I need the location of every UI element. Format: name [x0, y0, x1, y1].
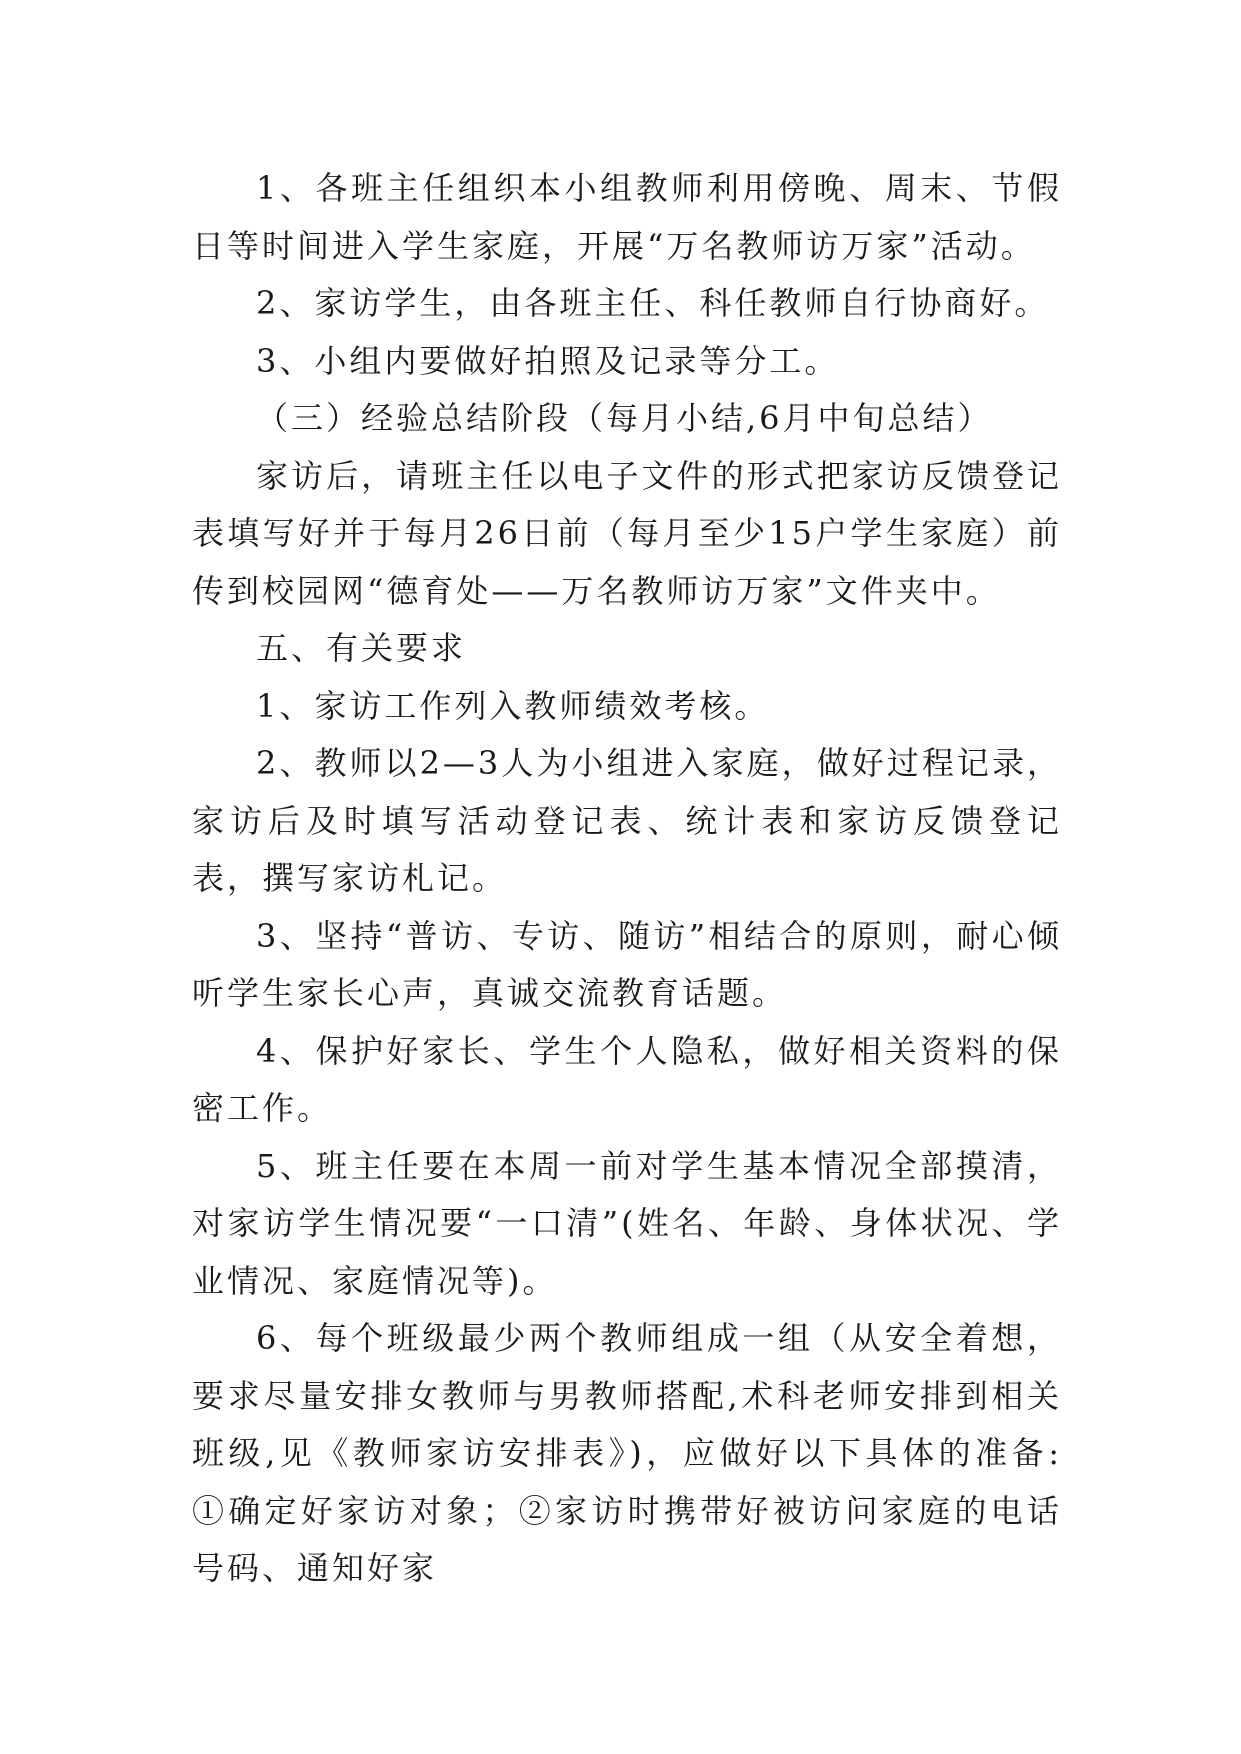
requirement-1: 1、家访工作列入教师绩效考核。 [256, 686, 770, 725]
requirement-2: 2、教师以2—3人为小组进入家庭，做好过程记录，家访后及时填写活动登记表、统计表和家访反馈登记表，撰写家访札记。 [192, 744, 1062, 897]
paragraph-item-2-visit-students: 2、家访学生，由各班主任、科任教师自行协商好。 [256, 284, 1050, 322]
paragraph-feedback-upload: 家访后，请班主任以电子文件的形式把家访反馈登记表填写好并于每月26日前（每月至少15户学生家庭）前传到校园网“德育处——万名教师访万家”文件夹中。 [192, 456, 1062, 610]
requirement-4: 4、保护好家长、学生个人隐私，做好相关资料的保密工作。 [192, 1031, 1062, 1127]
requirement-3: 3、坚持“普访、专访、随访”相结合的原则，耐心倾听学生家长心声，真诚交流教育话题。 [192, 916, 1062, 1012]
section-heading-summary-stage: （三）经验总结阶段（每月小结,6月中旬总结） [256, 399, 993, 437]
requirement-5: 5、班主任要在本周一前对学生基本情况全部摸清，对家访学生情况要“一口清”(姓名、年龄、身体状况、学业情况、家庭情况等)。 [192, 1146, 1062, 1300]
paragraph-item-1-organize-visits: 1、各班主任组织本小组教师利用傍晚、周末、节假日等时间进入学生家庭，开展“万名教师访万家”活动。 [192, 169, 1062, 265]
document-body [192, 160, 1062, 1598]
requirement-6: 6、每个班级最少两个教师组成一组（从安全着想，要求尽量安排女教师与男教师搭配,术科老师安排到相关班级,见《教师家访安排表》)，应做好以下具体的准备: ①确定好家访对象；②家访时携带好被访问家庭的电话号码、通知好家 [192, 1319, 1062, 1587]
paragraph-item-3-division-of-work: 3、小组内要做好拍照及记录等分工。 [256, 341, 840, 380]
section-heading-requirements: 五、有关要求 [256, 629, 467, 667]
